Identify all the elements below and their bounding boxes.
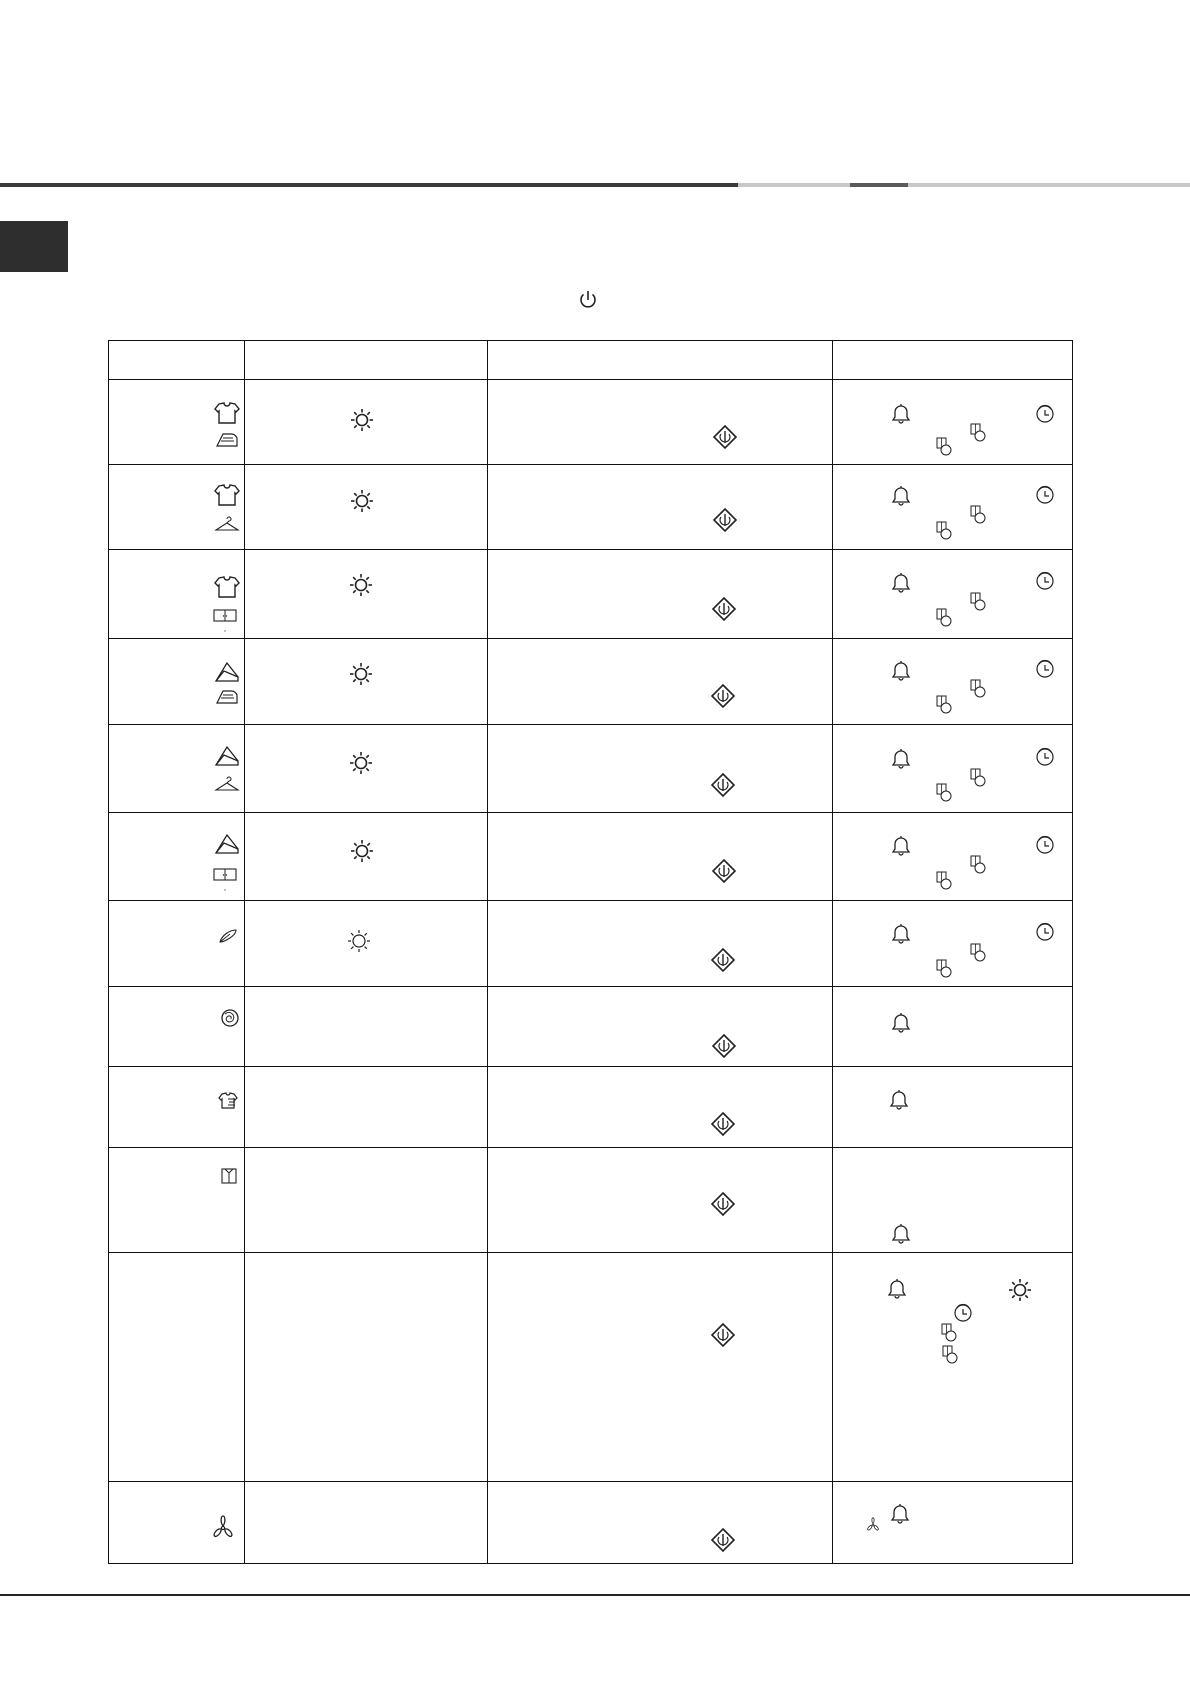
bell-icon xyxy=(900,1514,1190,1664)
options-cell xyxy=(833,1253,1073,1482)
programme-cell xyxy=(109,813,245,901)
programme-cell xyxy=(109,1067,245,1148)
power-icon xyxy=(577,289,599,311)
temperature-cell xyxy=(245,1482,488,1564)
temperature-cell xyxy=(245,813,488,901)
footer-rule xyxy=(0,1594,1190,1596)
header-temperature xyxy=(245,341,488,380)
table-row xyxy=(109,465,1073,550)
temperature-cell xyxy=(245,465,488,550)
table-row xyxy=(109,1067,1073,1148)
header-rule-light-end xyxy=(908,183,1190,187)
options-cell xyxy=(833,813,1073,901)
options-cell xyxy=(833,1482,1073,1564)
instructions-cell xyxy=(488,1482,833,1564)
options-cell xyxy=(833,639,1073,725)
programme-cell xyxy=(109,465,245,550)
options-cell xyxy=(833,1148,1073,1253)
programme-cell xyxy=(109,639,245,725)
options-cell xyxy=(833,550,1073,639)
table-row xyxy=(109,550,1073,639)
programme-cell xyxy=(109,987,245,1067)
programme-cell xyxy=(109,1148,245,1253)
instructions-cell xyxy=(488,1148,833,1253)
options-cell xyxy=(833,465,1073,550)
header-options xyxy=(833,341,1073,380)
header-rule-light xyxy=(738,183,850,187)
instructions-cell xyxy=(488,465,833,550)
instructions-cell xyxy=(488,550,833,639)
header-instructions xyxy=(488,341,833,380)
options-cell xyxy=(833,901,1073,987)
options-cell xyxy=(833,725,1073,813)
table-row xyxy=(109,380,1073,465)
programme-cell xyxy=(109,1482,245,1564)
instructions-cell xyxy=(488,639,833,725)
programme-cell xyxy=(109,380,245,465)
section-tab xyxy=(0,221,68,272)
instructions-cell xyxy=(488,901,833,987)
table-header-row xyxy=(109,341,1073,380)
temperature-cell xyxy=(245,1067,488,1148)
temperature-cell xyxy=(245,987,488,1067)
table-row xyxy=(109,725,1073,813)
instructions-cell xyxy=(488,987,833,1067)
table-row xyxy=(109,1253,1073,1482)
instructions-cell xyxy=(488,380,833,465)
instructions-cell xyxy=(488,813,833,901)
options-cell xyxy=(833,380,1073,465)
instructions-cell xyxy=(488,725,833,813)
options-cell xyxy=(833,987,1073,1067)
header-rule-main xyxy=(0,183,738,187)
header-programme xyxy=(109,341,245,380)
temperature-cell xyxy=(245,380,488,465)
table-row xyxy=(109,1148,1073,1253)
table-row xyxy=(109,639,1073,725)
instructions-cell xyxy=(488,1067,833,1148)
options-cell xyxy=(833,1067,1073,1148)
temperature-cell xyxy=(245,1253,488,1482)
programme-cell xyxy=(109,550,245,639)
temperature-cell xyxy=(245,639,488,725)
table-row xyxy=(109,901,1073,987)
temperature-cell xyxy=(245,725,488,813)
header-rule-mid xyxy=(850,183,908,187)
table-row xyxy=(109,813,1073,901)
programme-cell xyxy=(109,901,245,987)
programme-cell xyxy=(109,725,245,813)
table-row xyxy=(109,1482,1073,1564)
programmes-table xyxy=(108,340,1073,1564)
instructions-cell xyxy=(488,1253,833,1482)
temperature-cell xyxy=(245,1148,488,1253)
temperature-cell xyxy=(245,550,488,639)
programme-cell xyxy=(109,1253,245,1482)
temperature-cell xyxy=(245,901,488,987)
table-row xyxy=(109,987,1073,1067)
